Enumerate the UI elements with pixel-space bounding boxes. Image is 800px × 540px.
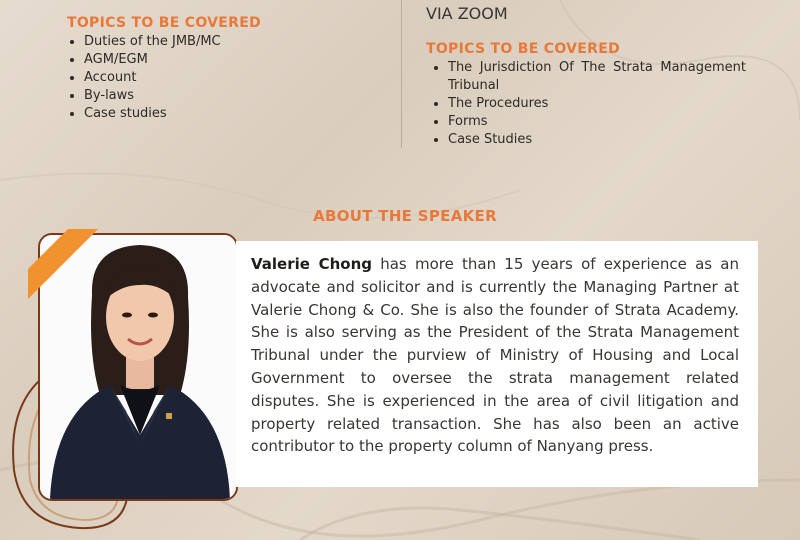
list-item: • Account	[84, 69, 384, 87]
list-item: • Case studies	[84, 105, 384, 123]
list-item: • Duties of the JMB/MC	[84, 33, 384, 51]
left-topics-list	[66, 33, 384, 123]
list-item: • By-laws	[84, 87, 384, 105]
list-item: • Case Studies	[448, 131, 746, 149]
right-topics-list	[430, 59, 746, 149]
column-divider	[401, 0, 402, 148]
venue-label: VIA ZOOM	[426, 4, 508, 23]
list-item: • AGM/EGM	[84, 51, 384, 69]
speaker-heading: ABOUT THE SPEAKER	[313, 207, 497, 225]
speaker-bio-text: has more than 15 years of experience as an advocate and solicitor and is currently the Managing Partner at Valerie Chong & Co. She is also the founder of Strata Academy. She is also serving as the President of the Strata Management Tribunal under the purview of Ministry of Housing and Local Government to oversee the strata management related disputes. She is experienced in the area of civil litigation and property related transaction. She has also been an active contributor to the property column of Nanyang press.	[251, 255, 739, 456]
corner-ribbon	[28, 229, 98, 299]
list-item: • The Procedures	[448, 95, 746, 113]
speaker-bio	[251, 253, 739, 458]
left-topics-heading: TOPICS TO BE COVERED	[67, 15, 262, 31]
list-item: • Forms	[448, 113, 746, 131]
right-topics-heading: TOPICS TO BE COVERED	[426, 41, 621, 57]
speaker-name: Valerie Chong	[251, 255, 373, 273]
list-item: • The Jurisdiction Of The Strata Management Tribunal	[448, 59, 746, 95]
